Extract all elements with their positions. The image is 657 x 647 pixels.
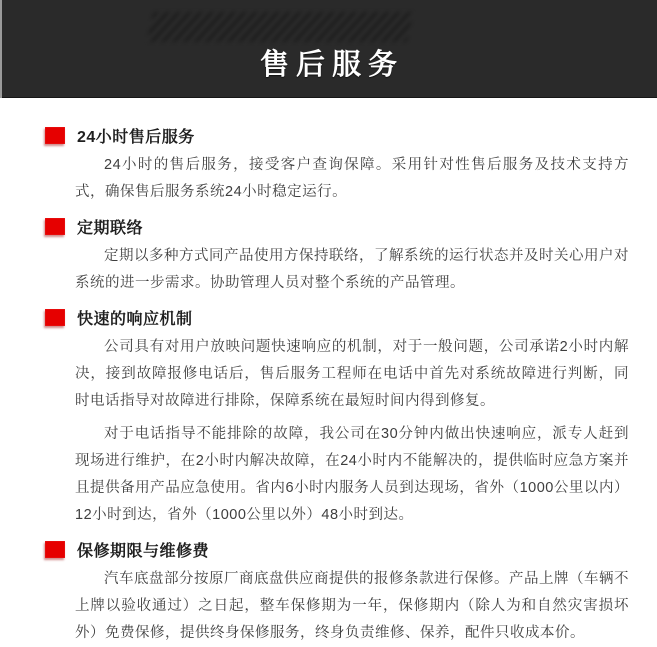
paragraph: 对于电话指导不能排除的故障，我公司在30分钟内做出快速响应，派专人赶到现场进行维护，在2小时内解决故障，在24小时内不能解决的，提供临时应急方案并且提供备用产品应急使用。省内6小时内服务人员到达现场，省外（1000公里以内）12小时到达，省外（1000公里以外）48小时到达。 [75,426,629,523]
section-heading-row [45,215,629,238]
paragraph: 24小时的售后服务，接受客户查询保障。采用针对性售后服务及技术支持方式，确保售后服务系统24小时稳定运行。 [75,157,629,200]
section-body [75,243,629,297]
page-title: 售后服务 [259,49,404,81]
red-square-bullet-icon [45,218,65,235]
section-heading: 定期联络 [77,220,144,237]
header-banner [0,0,657,98]
section-heading-row [45,538,629,561]
section-body [75,566,629,647]
paragraph: 定期以多种方式同产品使用方保持联络，了解系统的运行状态并及时关心用户对系统的进一步需求。协助管理人员对整个系统的产品管理。 [75,248,629,291]
red-square-bullet-icon [45,309,65,326]
section-body [75,334,629,529]
section-24h-service [45,124,629,206]
paragraph: 汽车底盘部分按原厂商底盘供应商提供的报修条款进行保修。产品上牌（车辆不上牌以验收通过）之日起，整车保修期为一年，保修期内（除人为和自然灾害损坏外）免费保修，提供终身保修服务，终身负责维修、保养，配件只收成本价。 [75,571,629,641]
watermark-smudge [147,12,413,42]
section-rapid-response [45,306,629,529]
section-heading: 保修期限与维修费 [77,543,210,560]
paragraph: 公司具有对用户放映问题快速响应的机制，对于一般问题，公司承诺2小时内解决，接到故障报修电话后，售后服务工程师在电话中首先对系统故障进行判断，同时电话指导对故障进行排除，保障系统在最短时间内得到修复。 [75,339,629,409]
red-square-bullet-icon [45,127,65,144]
document-body [0,98,657,647]
section-warranty-fees [45,538,629,647]
section-heading: 快速的响应机制 [77,311,193,328]
section-heading-row [45,124,629,147]
section-heading-row [45,306,629,329]
section-body [75,152,629,206]
section-heading: 24小时售后服务 [77,129,195,146]
section-regular-contact [45,215,629,297]
red-square-bullet-icon [45,541,65,558]
